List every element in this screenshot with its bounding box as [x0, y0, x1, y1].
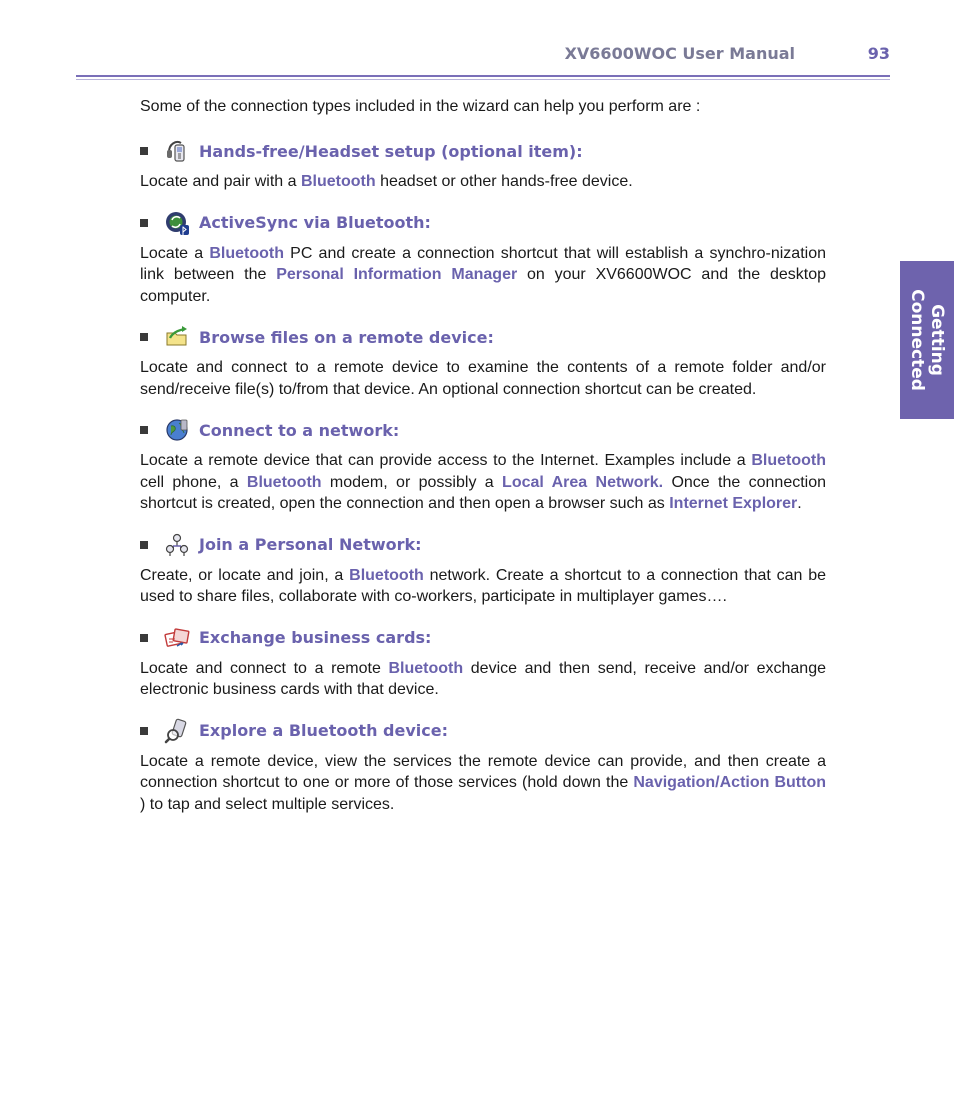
highlighted-term: Bluetooth — [209, 244, 284, 262]
highlighted-term: Bluetooth — [246, 473, 322, 491]
description-text: device and then send, receive and/or exchange electronic business cards with that device. — [140, 659, 827, 698]
section-description — [140, 357, 826, 400]
highlighted-term: Internet Explorer — [669, 495, 798, 512]
description-text: cell phone, a — [140, 473, 247, 491]
section-heading — [140, 531, 826, 559]
chapter-tab-line1: Getting — [927, 304, 947, 376]
chapter-tab-label — [907, 265, 947, 415]
personal-network-icon — [164, 532, 190, 558]
description-text: Locate and pair with a — [140, 173, 301, 190]
section-heading — [140, 137, 826, 165]
browse-files-icon — [164, 324, 190, 350]
highlighted-term: Personal Information Manager — [276, 266, 518, 283]
page-number: 93 — [867, 44, 890, 63]
description-text: . — [797, 495, 802, 512]
connection-types-list — [140, 137, 826, 815]
connection-type-section — [140, 137, 826, 193]
section-description — [140, 565, 826, 608]
description-text: ) to tap and select multiple services. — [140, 795, 395, 813]
intro-text: Some of the connection types included in the wizard can help you perform are : — [140, 98, 701, 115]
square-bullet-icon — [140, 541, 148, 549]
square-bullet-icon — [140, 219, 148, 227]
header-rule — [76, 75, 890, 77]
explore-device-icon — [164, 718, 190, 744]
chapter-tab-line2: Connected — [907, 289, 927, 391]
highlighted-term: Bluetooth — [751, 452, 826, 469]
connection-type-section — [140, 416, 826, 515]
square-bullet-icon — [140, 727, 148, 735]
connection-type-section — [140, 717, 826, 816]
description-text: Locate and connect to a remote device to examine the contents of a remote folder and/or send/receive file(s) to/from that device. An optional connection shortcut can be created. — [140, 359, 826, 398]
description-text: modem, or possibly a — [321, 473, 503, 491]
description-text: on your XV6600WOC and the desktop computer. — [140, 266, 827, 305]
description-text: Locate a remote device that can provide access to the Internet. Examples include a — [140, 452, 752, 469]
section-heading-text: Hands-free/Headset setup (optional item): — [199, 141, 583, 161]
description-text: Once the connection shortcut is created, open the connection and then open a browser such as — [140, 473, 827, 512]
description-text: Locate and connect to a remote — [140, 659, 389, 677]
square-bullet-icon — [140, 333, 148, 341]
manual-title: XV6600WOC User Manual — [564, 44, 795, 63]
connection-type-section — [140, 209, 826, 308]
highlighted-term: Bluetooth — [388, 659, 464, 677]
description-text: Locate a remote device, view the services the remote device can provide, and then create a connection shortcut to one or more of those services (hold down the — [140, 752, 826, 791]
description-text: headset or other hands-free device. — [375, 173, 633, 190]
section-description — [140, 171, 826, 193]
page-content — [140, 96, 826, 831]
section-description — [140, 658, 826, 701]
page-header — [76, 44, 890, 66]
description-text: Create, or locate and join, a — [140, 566, 350, 584]
section-heading — [140, 717, 826, 745]
chapter-tab — [900, 261, 954, 419]
connection-type-section — [140, 531, 826, 608]
section-heading-text: ActiveSync via Bluetooth: — [199, 213, 431, 232]
section-heading-text: Join a Personal Network: — [199, 535, 422, 554]
section-heading-text: Browse files on a remote device: — [199, 327, 494, 347]
section-heading-text: Exchange business cards: — [199, 628, 432, 647]
section-heading-text: Connect to a network: — [199, 420, 400, 440]
network-globe-icon — [164, 417, 190, 443]
activesync-icon — [164, 210, 190, 236]
description-text: network. Create a shortcut to a connection that can be used to share files, collaborate with co-workers, participate in multiplayer games…. — [140, 566, 827, 605]
square-bullet-icon — [140, 147, 148, 155]
description-text: Locate a — [140, 244, 210, 262]
section-heading-text: Explore a Bluetooth device: — [199, 721, 448, 740]
highlighted-term: Bluetooth — [349, 566, 424, 584]
section-heading — [140, 416, 826, 444]
section-description — [140, 243, 826, 308]
highlighted-term: Local Area Network. — [502, 473, 664, 491]
headset-icon — [164, 138, 190, 164]
highlighted-term: Navigation/Action Button — [633, 774, 827, 791]
section-description — [140, 751, 826, 816]
business-cards-icon — [164, 625, 190, 651]
description-text: PC and create a connection shortcut that will establish a synchro-nization link between the — [140, 244, 827, 283]
highlighted-term: Bluetooth — [301, 173, 376, 190]
connection-type-section — [140, 323, 826, 400]
header-rule-thin — [76, 79, 890, 80]
section-heading — [140, 323, 826, 351]
section-heading — [140, 624, 826, 652]
connection-type-section — [140, 624, 826, 701]
section-description — [140, 450, 826, 515]
section-heading — [140, 209, 826, 237]
square-bullet-icon — [140, 634, 148, 642]
square-bullet-icon — [140, 426, 148, 434]
